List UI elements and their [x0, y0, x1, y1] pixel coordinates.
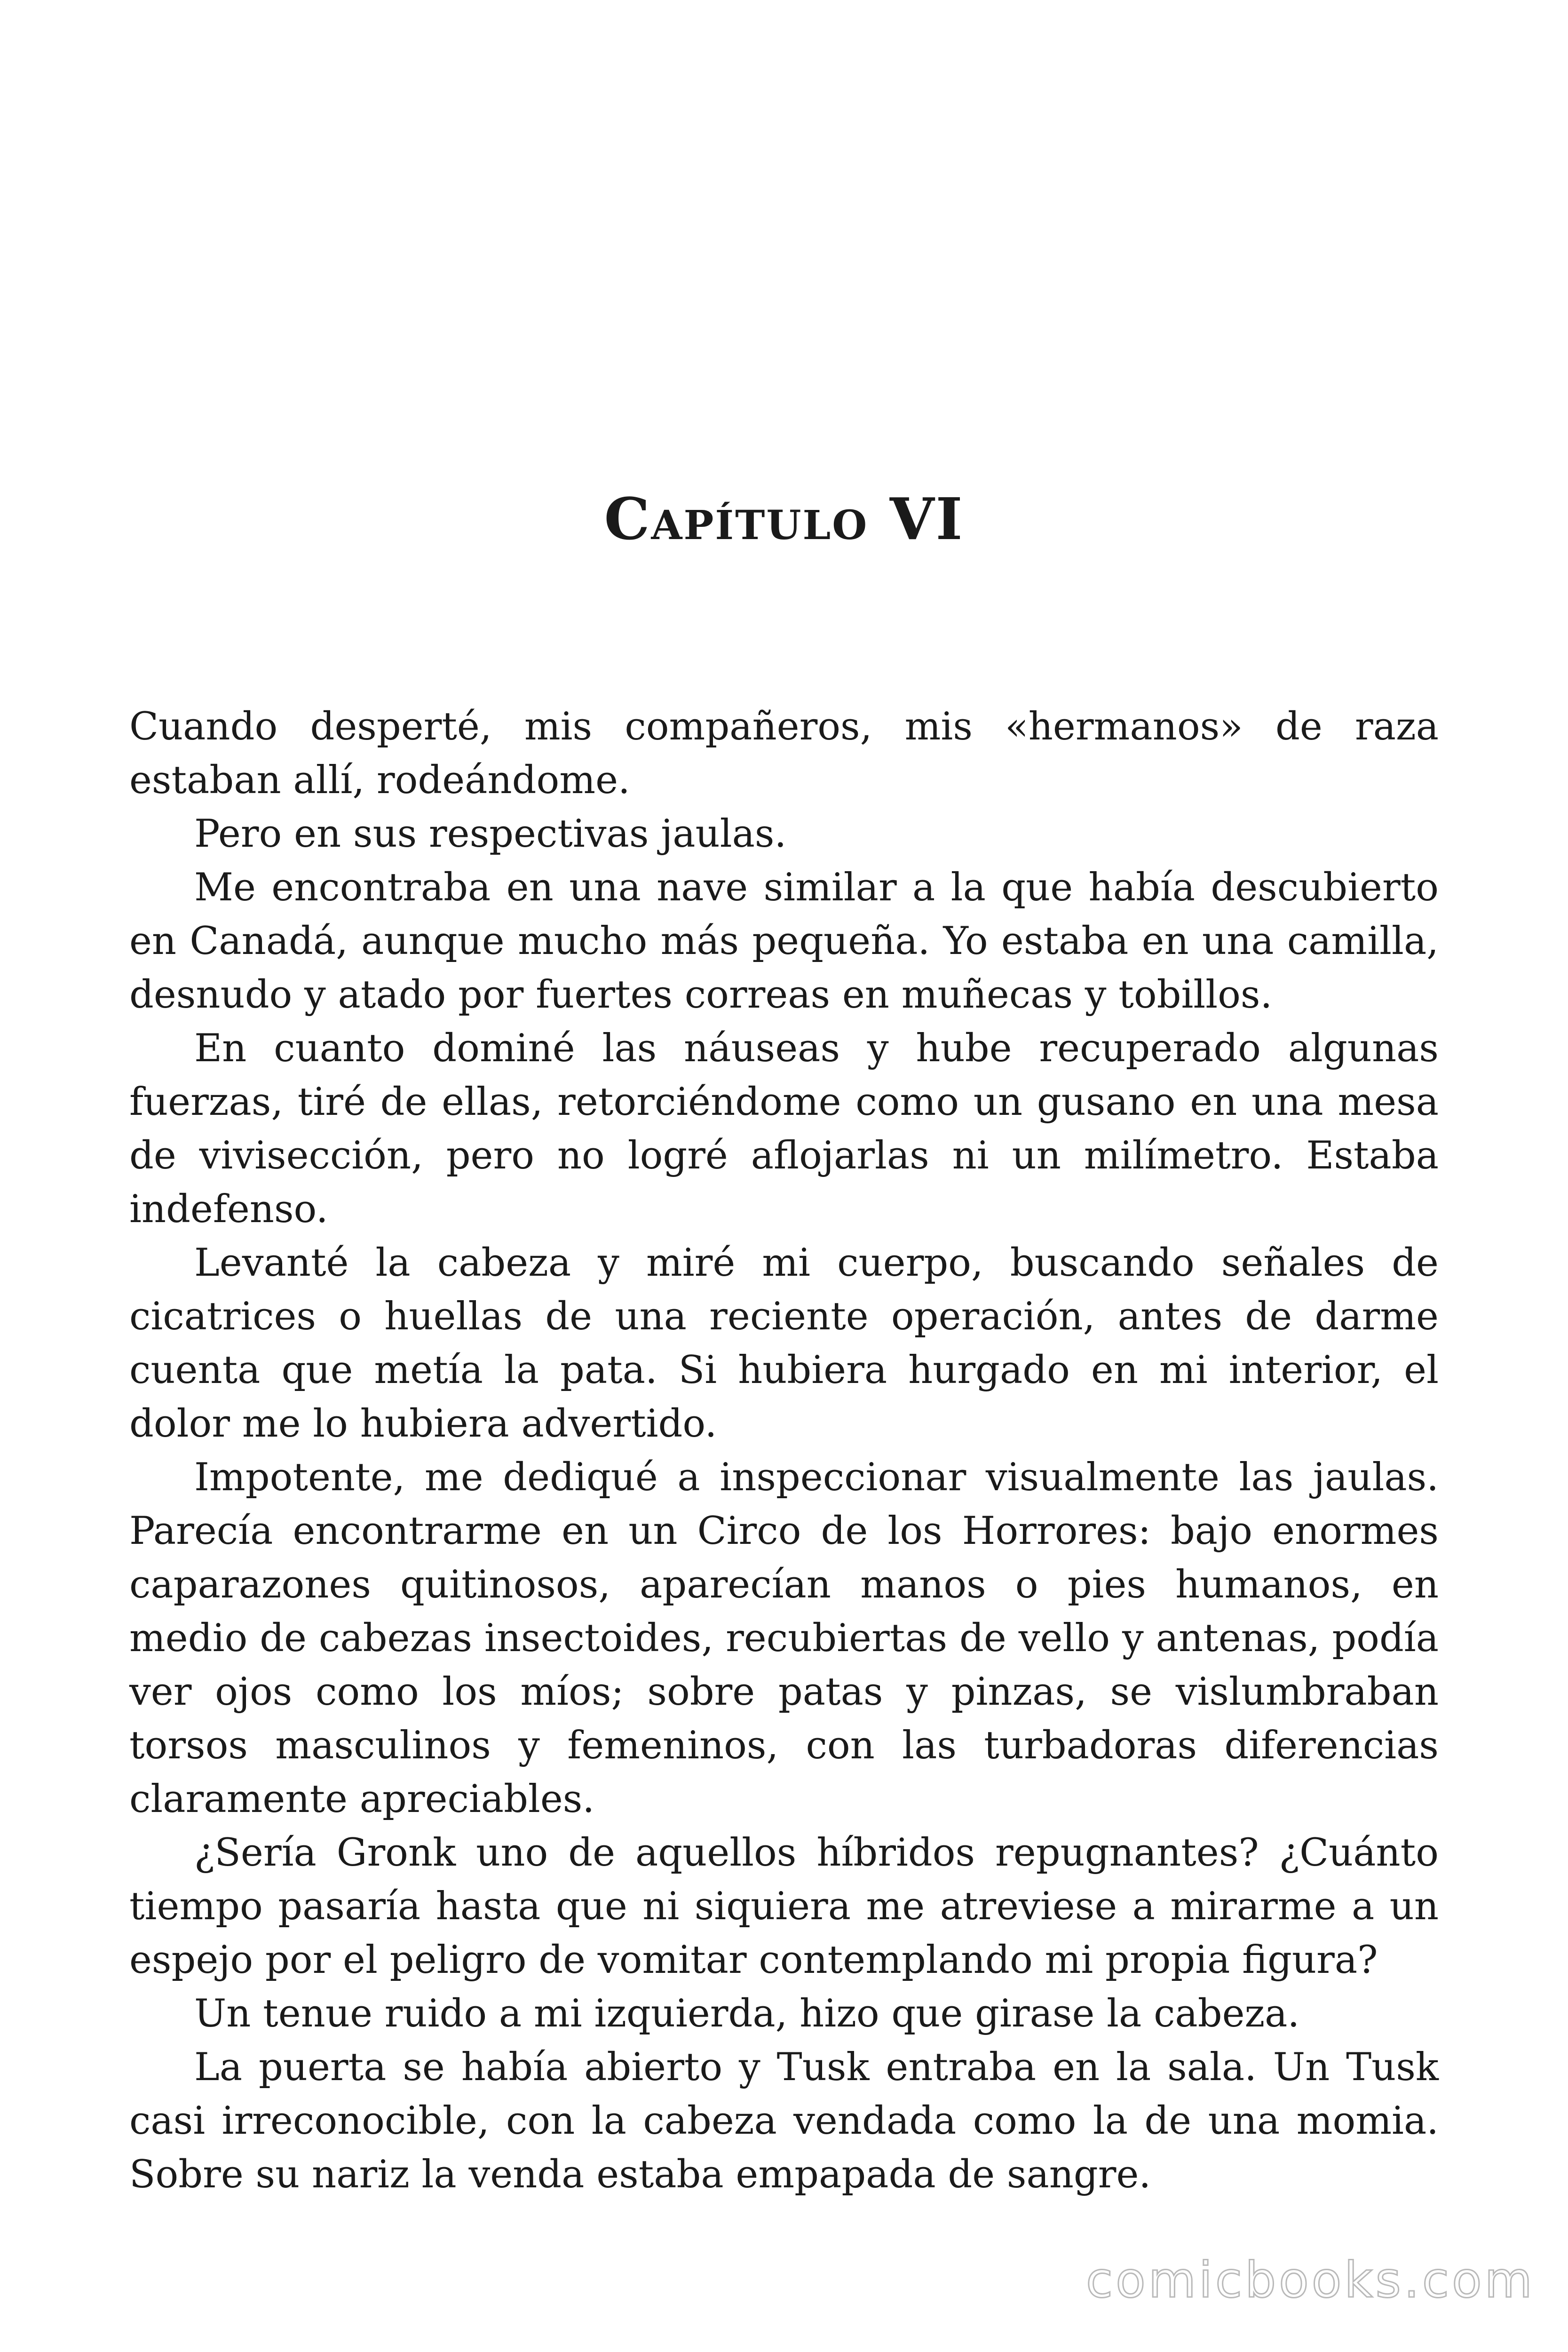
paragraph: La puerta se había abierto y Tusk entraba en la sala. Un Tusk casi irreconocible, con la cabeza vendada como la de una momia. Sobre su nariz la venda estaba empapada de sangre.: [129, 2045, 1439, 2197]
paragraph: Me encontraba en una nave similar a la que había descubierto en Canadá, aunque mucho más pequeña. Yo estaba en una camilla, desnudo y atado por fuertes correas en muñecas y tobillos.: [129, 866, 1439, 1017]
chapter-title: Capítulo VI: [604, 485, 964, 553]
paragraph: ¿Sería Gronk uno de aquellos híbridos repugnantes? ¿Cuánto tiempo pasaría hasta que ni siquiera me atreviese a mirarme a un espejo por el peligro de vomitar contemplando mi propia figura?: [129, 1831, 1439, 1982]
paragraph: Cuando desperté, mis compañeros, mis «hermanos» de raza estaban allí, rodeándome.: [129, 705, 1439, 803]
paragraph: En cuanto dominé las náuseas y hube recuperado algunas fuerzas, tiré de ellas, retorciéndome como un gusano en una mesa de vivisección, pero no logré aflojarlas ni un milímetro. Estaba indefenso.: [129, 1026, 1439, 1232]
chapter-body: [129, 700, 1439, 2201]
paragraph: Un tenue ruido a mi izquierda, hizo que girase la cabeza.: [194, 1992, 1300, 2036]
paragraph: Levanté la cabeza y miré mi cuerpo, buscando señales de cicatrices o huellas de una reciente operación, antes de darme cuenta que metía la pata. Si hubiera hurgado en mi interior, el dolor me lo hubiera advertido.: [129, 1241, 1439, 1446]
paragraph: Pero en sus respectivas jaulas.: [194, 812, 787, 856]
watermark: comicbooks.com: [1085, 2251, 1535, 2309]
paragraph: Impotente, me dediqué a inspeccionar visualmente las jaulas. Parecía encontrarme en un Circo de los Horrores: bajo enormes caparazones quitinosos, aparecían manos o pies humanos, en medio de cabezas insectoides, recubiertas de vello y antenas, podía ver ojos como los míos; sobre patas y pinzas, se vislumbraban torsos masculinos y femeninos, con las turbadoras diferencias claramente apreciables.: [129, 1455, 1439, 1821]
